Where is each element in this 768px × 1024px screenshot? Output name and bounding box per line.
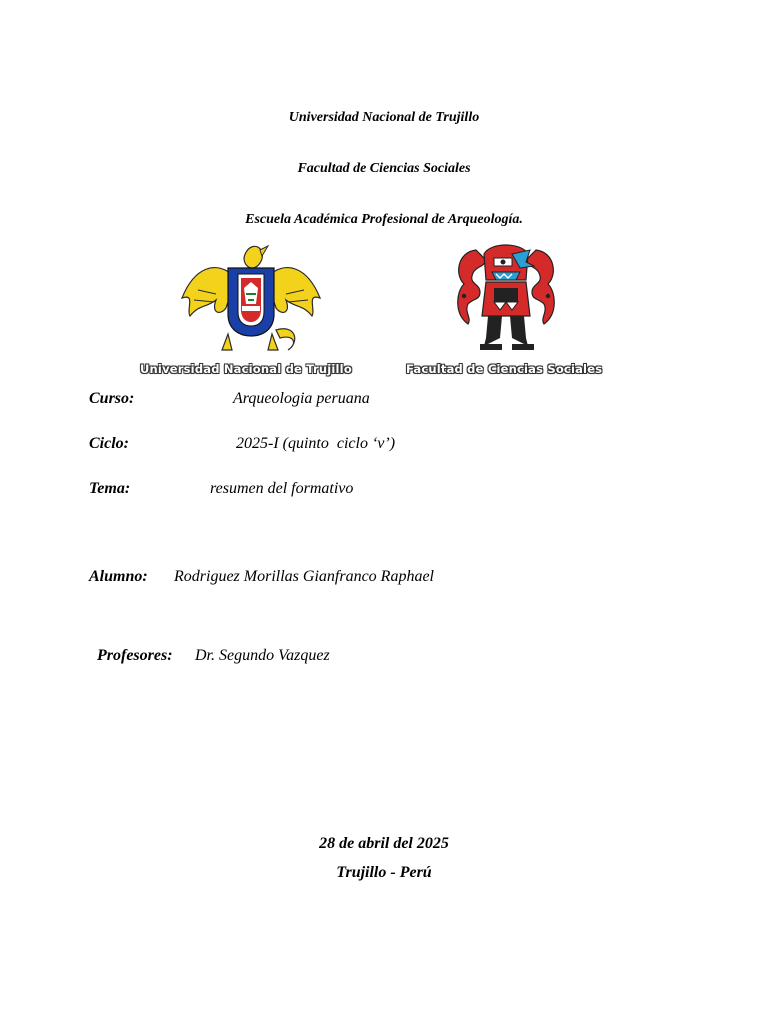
university-logo-caption: Universidad Nacional de Trujillo <box>140 362 352 376</box>
university-logo-icon <box>176 238 326 356</box>
faculty-logo-caption: Facultad de Ciencias Sociales <box>406 362 603 376</box>
university-title: Universidad Nacional de Trujillo <box>288 110 480 125</box>
curso-label: Curso: <box>89 390 135 407</box>
alumno-value: Rodriguez Morillas Gianfranco Raphael <box>174 568 434 585</box>
faculty-logo-icon <box>450 240 562 354</box>
profesores-value: Dr. Segundo Vazquez <box>195 647 330 664</box>
document-date: 28 de abril del 2025 <box>319 835 449 852</box>
profesores-label: Profesores: <box>97 647 173 664</box>
ciclo-label: Ciclo: <box>89 435 129 452</box>
curso-value: Arqueologia peruana <box>233 390 370 407</box>
ciclo-value: 2025-I (quinto ciclo ‘v’) <box>236 435 396 452</box>
alumno-label: Alumno: <box>89 568 148 585</box>
tema-label: Tema: <box>89 480 131 497</box>
document-place: Trujillo - Perú <box>336 864 432 881</box>
tema-value: resumen del formativo <box>210 480 354 497</box>
faculty-title: Facultad de Ciencias Sociales <box>297 161 471 176</box>
school-title: Escuela Académica Profesional de Arqueología. <box>245 212 523 227</box>
